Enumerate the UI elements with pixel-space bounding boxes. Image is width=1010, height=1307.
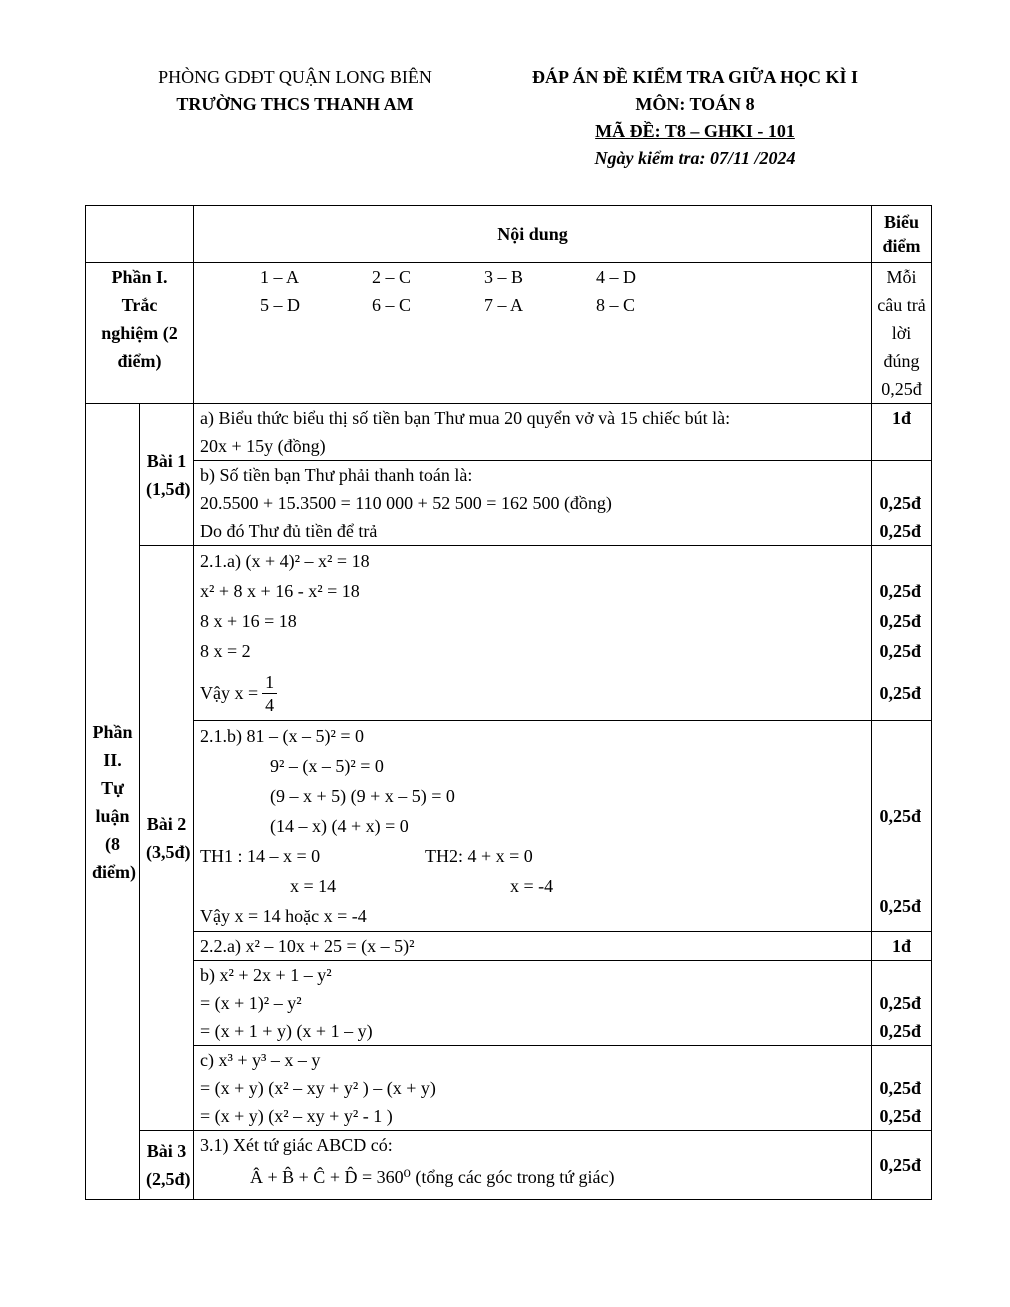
q21a-line5-text: Vậy x = [200, 683, 259, 703]
bai3-label: Bài 3 (2,5đ) [140, 1131, 194, 1200]
q22b-line1: b) x² + 2x + 1 – y² [200, 965, 332, 985]
bai1-b-row [86, 461, 932, 546]
q21b-case1-result: x = 14 [290, 876, 337, 896]
bai2-22a-row [86, 932, 932, 961]
q21a-score3: 0,25đ [879, 641, 921, 661]
q22c-line3: = (x + y) (x² – xy + y² - 1 ) [200, 1106, 393, 1126]
bai1-a-content [194, 404, 872, 461]
answer-6: 6 – C [372, 295, 412, 315]
bai2-label: Bài 2 (3,5đ) [140, 546, 194, 1131]
q21a-line2: x² + 8 x + 16 - x² = 18 [200, 581, 360, 601]
fraction-one-quarter [262, 671, 277, 716]
exam-date: Ngày kiểm tra: 07/11 /2024 [594, 148, 796, 168]
part1-score: Mỗi câu trả lời đúng 0,25đ [872, 263, 932, 404]
header-right [490, 64, 900, 172]
bai2-21b-row [86, 721, 932, 932]
q21b-score1: 0,25đ [879, 806, 921, 826]
q22b-score2: 0,25đ [879, 1021, 921, 1041]
subject: MÔN: TOÁN 8 [635, 94, 755, 114]
q22b-line2: = (x + 1)² – y² [200, 993, 302, 1013]
q22b-score1: 0,25đ [879, 993, 921, 1013]
bai2-22c-content [194, 1046, 872, 1131]
part1-answers [194, 263, 872, 404]
part1-row [86, 263, 932, 404]
bai1-b-score [872, 461, 932, 546]
answer-8: 8 – C [596, 295, 636, 315]
bai2-21b-content [194, 721, 872, 932]
bai2-22c-row [86, 1046, 932, 1131]
q21a-line4: 8 x = 2 [200, 641, 251, 661]
answer-3: 3 – B [484, 267, 524, 287]
fraction-denominator: 4 [265, 694, 275, 715]
bai2-21a-score [872, 546, 932, 721]
col-content-header: Nội dung [194, 206, 872, 263]
q22a-score: 1đ [872, 932, 932, 961]
bai3-row [86, 1131, 932, 1200]
bai1-a-line2: 20x + 15y (đồng) [200, 436, 326, 456]
bai1-b-line2: 20.5500 + 15.3500 = 110 000 + 52 500 = 162 500 (đồng) [200, 493, 612, 513]
q21b-line3: (9 – x + 5) (9 + x – 5) = 0 [270, 786, 455, 806]
q21b-line2: 9² – (x – 5)² = 0 [270, 756, 384, 776]
q21b-line4: (14 – x) (4 + x) = 0 [270, 816, 409, 836]
fraction-numerator: 1 [262, 671, 277, 694]
q22c-line1: c) x³ + y³ – x – y [200, 1050, 321, 1070]
q21b-line1: 2.1.b) 81 – (x – 5)² = 0 [200, 726, 365, 746]
answer-4: 4 – D [596, 267, 636, 287]
bai1-a-row [86, 404, 932, 461]
q21a-line3: 8 x + 16 = 18 [200, 611, 297, 631]
q21b-case1: TH1 : 14 – x = 0 [200, 846, 321, 866]
exam-title: ĐÁP ÁN ĐỀ KIỂM TRA GIỮA HỌC KÌ I [531, 67, 859, 87]
bai2-22c-score [872, 1046, 932, 1131]
q21a-line5 [200, 666, 865, 720]
answer-table [85, 205, 932, 1200]
table-header-row [86, 206, 932, 263]
bai1-label: Bài 1 (1,5đ) [140, 404, 194, 546]
q22c-score2: 0,25đ [879, 1106, 921, 1126]
bai3-line1: 3.1) Xét tứ giác ABCD có: [200, 1135, 393, 1155]
q21b-case2: TH2: 4 + x = 0 [425, 846, 533, 866]
answer-5: 5 – D [260, 295, 300, 315]
q22c-line2: = (x + y) (x² – xy + y² ) – (x + y) [200, 1078, 436, 1098]
school-name: TRƯỜNG THCS THANH AM [176, 94, 414, 114]
part1-label: Phần I. Trắc nghiệm (2 điểm) [86, 263, 194, 404]
q21a-score2: 0,25đ [879, 611, 921, 631]
q21a-score4: 0,25đ [879, 683, 921, 703]
bai3-line2: Â + B̂ + Ĉ + D̂ = 360⁰ (tổng các góc trong tứ giác) [250, 1167, 615, 1187]
bai2-21a-content [194, 546, 872, 721]
q21b-score2: 0,25đ [879, 896, 921, 916]
q21b-case2-result: x = -4 [510, 876, 554, 896]
bai1-b-line1: b) Số tiền bạn Thư phải thanh toán là: [200, 465, 473, 485]
q21b-line7: Vậy x = 14 hoặc x = -4 [200, 906, 367, 926]
q21a-score1: 0,25đ [879, 581, 921, 601]
bai2-22b-row [86, 961, 932, 1046]
q21a-line1: 2.1.a) (x + 4)² – x² = 18 [200, 551, 370, 571]
q22a-line1: 2.2.a) x² – 10x + 25 = (x – 5)² [194, 932, 872, 961]
dept-name: PHÒNG GDĐT QUẬN LONG BIÊN [158, 67, 432, 87]
exam-code: MÃ ĐỀ: T8 – GHKI - 101 [595, 121, 795, 141]
bai1-a-line1: a) Biểu thức biểu thị số tiền bạn Thư mua 20 quyển vở và 15 chiếc bút là: [200, 408, 731, 428]
q22b-line3: = (x + 1 + y) (x + 1 – y) [200, 1021, 373, 1041]
q21b-line5 [200, 841, 865, 871]
bai2-21a-row [86, 546, 932, 721]
q22c-score1: 0,25đ [879, 1078, 921, 1098]
bai2-21b-score [872, 721, 932, 932]
bai1-b-score1: 0,25đ [879, 493, 921, 513]
bai3-score: 0,25đ [872, 1131, 932, 1200]
answer-1: 1 – A [260, 267, 300, 287]
header-left [120, 64, 470, 118]
bai2-22b-content [194, 961, 872, 1046]
bai1-b-score2: 0,25đ [879, 521, 921, 541]
q21b-line6 [200, 871, 865, 901]
col-score-header: Biểu điểm [872, 206, 932, 263]
part2-label: Phần II. Tự luận (8 điểm) [86, 404, 140, 1200]
bai1-b-content [194, 461, 872, 546]
answer-7: 7 – A [484, 295, 524, 315]
bai1-b-line3: Do đó Thư đủ tiền để trả [200, 521, 378, 541]
answer-2: 2 – C [372, 267, 412, 287]
bai3-content [194, 1131, 872, 1200]
bai2-22b-score [872, 961, 932, 1046]
bai1-a-score: 1đ [872, 404, 932, 461]
